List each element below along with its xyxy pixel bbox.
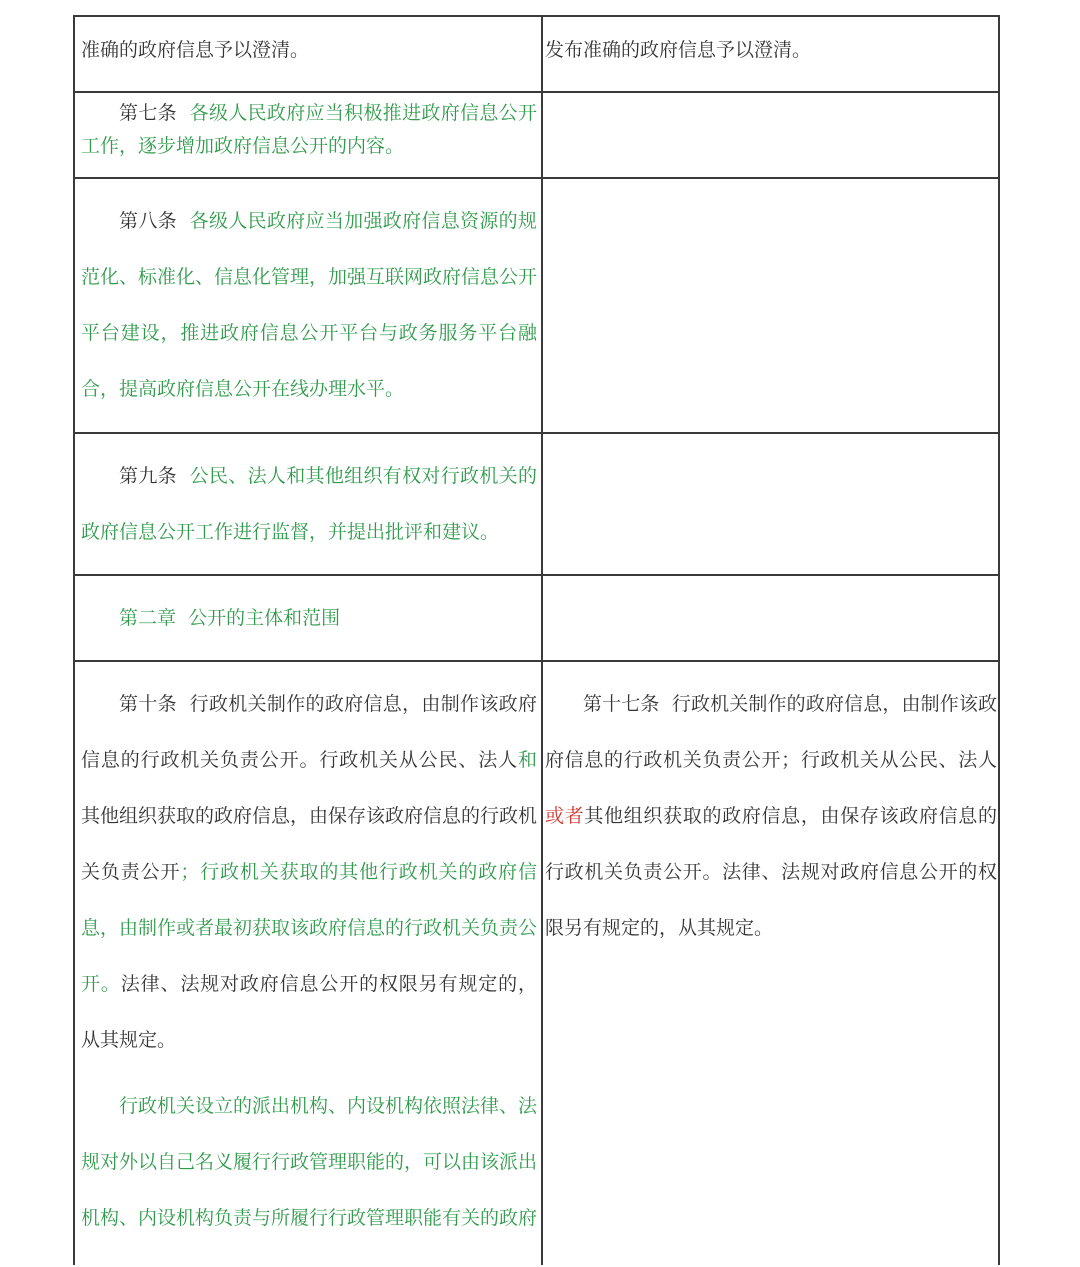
- highlight-text: ；行政机关获取的其他行政机关的政府信息，由制作或者最初获取该政府信息的行政机关负责公开。: [81, 861, 537, 995]
- clause-text: 行政机关设立的派出机构、内设机构依照法律、法规对外以自己名义履行行政管理职能的，可以由该派出机构、内设机构负责与所履行行政管理职能有关的政府: [81, 1095, 537, 1229]
- table-row: [75, 15, 998, 91]
- clause-text: 第十七条 行政机关制作的政府信息，由制作该政府信息的行政机关负责公开；行政机关从公民、法人: [545, 693, 997, 771]
- clause-text: 其他组织获取的政府信息，由保存该政府信息的行政机关负责公开: [81, 805, 537, 883]
- clause-text: 各级人民政府应当加强政府信息资源的规范化、标准化、信息化管理，加强互联网政府信息公开平台建设，推进政府信息公开平台与政务服务平台融合，提高政府信息公开在线办理水平。: [81, 210, 537, 400]
- left-cell: [81, 434, 537, 560]
- left-cell: [81, 17, 537, 83]
- column-divider: [541, 662, 544, 1265]
- left-cell: [81, 576, 537, 646]
- article-label: 第九条: [119, 465, 177, 487]
- left-cell: [81, 662, 537, 1267]
- column-divider: [541, 179, 544, 432]
- comparison-table: [73, 15, 1000, 1265]
- column-divider: [541, 17, 544, 91]
- chapter-heading: 第二章 公开的主体和范围: [119, 607, 341, 629]
- table-row: [75, 91, 998, 177]
- column-divider: [541, 576, 544, 660]
- clause-text: 发布准确的政府信息予以澄清。: [545, 39, 812, 61]
- right-cell: [545, 662, 997, 956]
- clause-text: 其他组织获取的政府信息，由保存该政府信息的行政机关负责公开。法律、法规对政府信息公开的权限另有规定的，从其规定。: [545, 805, 997, 939]
- table-row: [75, 574, 998, 660]
- table-row: [75, 177, 998, 432]
- table-row: [75, 660, 998, 1265]
- left-cell: [81, 93, 537, 163]
- clause-text: 公民、法人和其他组织有权对行政机关的政府信息公开工作进行监督，并提出批评和建议。: [81, 465, 537, 543]
- table-row: [75, 432, 998, 574]
- change-highlight: 或者: [545, 805, 585, 827]
- highlight-text: 和: [517, 749, 537, 771]
- clause-text: 法律、法规对政府信息公开的权限另有规定的，从其规定。: [81, 973, 537, 1051]
- article-label: 第八条: [119, 210, 177, 232]
- column-divider: [541, 434, 544, 574]
- article-label: 第七条: [119, 102, 177, 124]
- clause-text: 第十条 行政机关制作的政府信息，由制作该政府信息的行政机关负责公开。行政机关从公民、法人: [81, 693, 537, 771]
- clause-text: 各级人民政府应当积极推进政府信息公开工作，逐步增加政府信息公开的内容。: [81, 102, 537, 157]
- left-cell: [81, 179, 537, 417]
- column-divider: [541, 93, 544, 177]
- right-cell: [545, 17, 997, 83]
- clause-text: 准确的政府信息予以澄清。: [81, 39, 310, 61]
